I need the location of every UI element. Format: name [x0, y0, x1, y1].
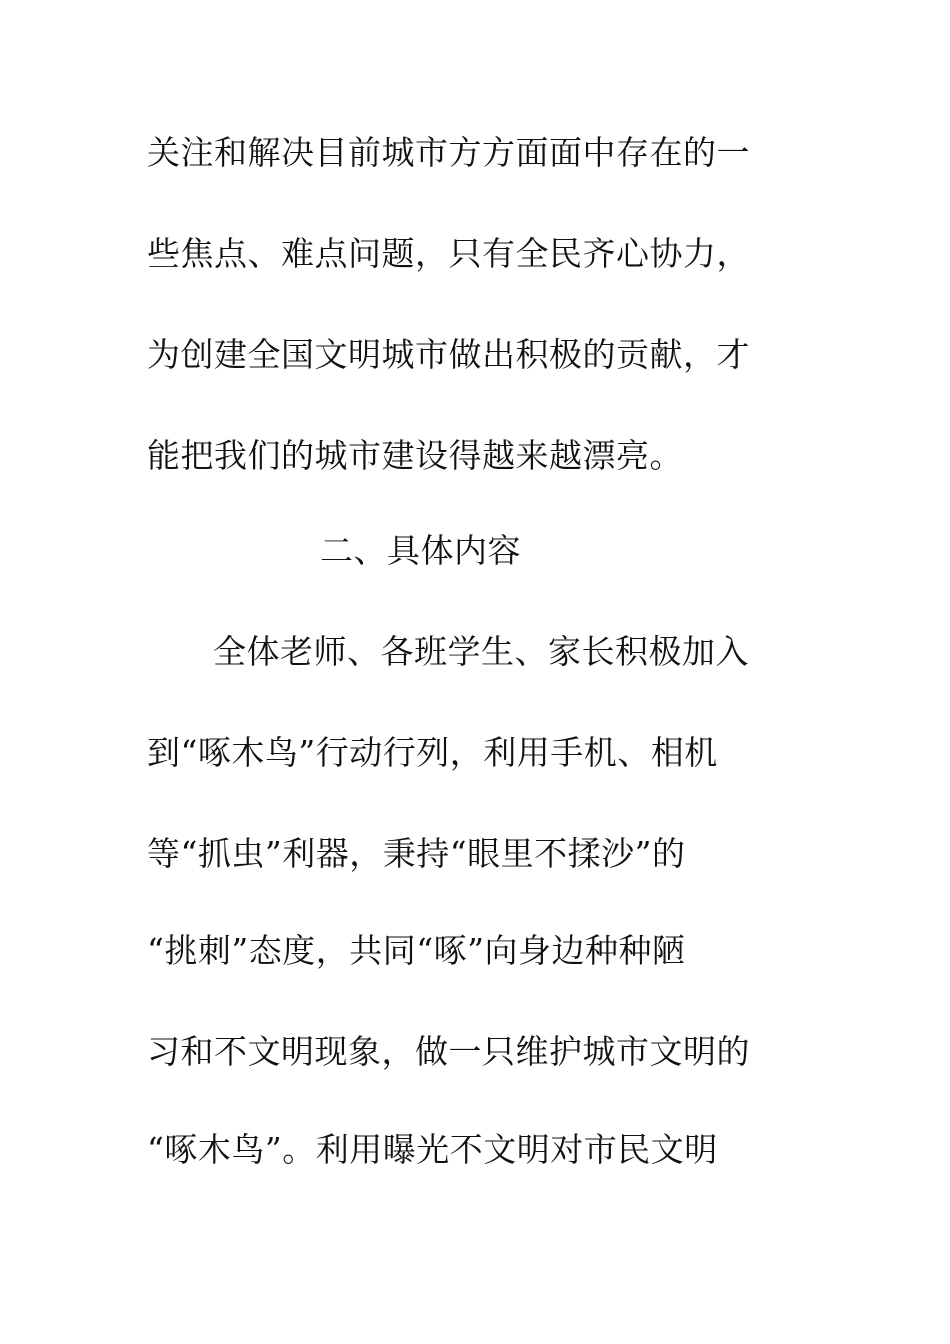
paragraph-line: 习和不文明现象，做一只维护城市文明的 [147, 1032, 750, 1071]
paragraph-line: “啄木鸟”。利用曝光不文明对市民文明 [147, 1130, 718, 1169]
paragraph-line: 能把我们的城市建设得越来越漂亮。 [147, 436, 683, 475]
paragraph-line: 到“啄木鸟”行动行列，利用手机、相机 [147, 733, 718, 772]
paragraph-line: 为创建全国文明城市做出积极的贡献，才 [147, 335, 750, 374]
section-heading: 二、具体内容 [320, 531, 521, 570]
paragraph-line: “挑刺”态度，共同“啄”向身边种种陋 [147, 931, 686, 970]
paragraph-line: 些焦点、难点问题，只有全民齐心协力， [147, 234, 750, 273]
paragraph-line: 关注和解决目前城市方方面面中存在的一 [147, 133, 750, 172]
paragraph-line: 等“抓虫”利器，秉持“眼里不揉沙”的 [147, 834, 686, 873]
paragraph-line: 全体老师、各班学生、家长积极加入 [213, 632, 749, 671]
